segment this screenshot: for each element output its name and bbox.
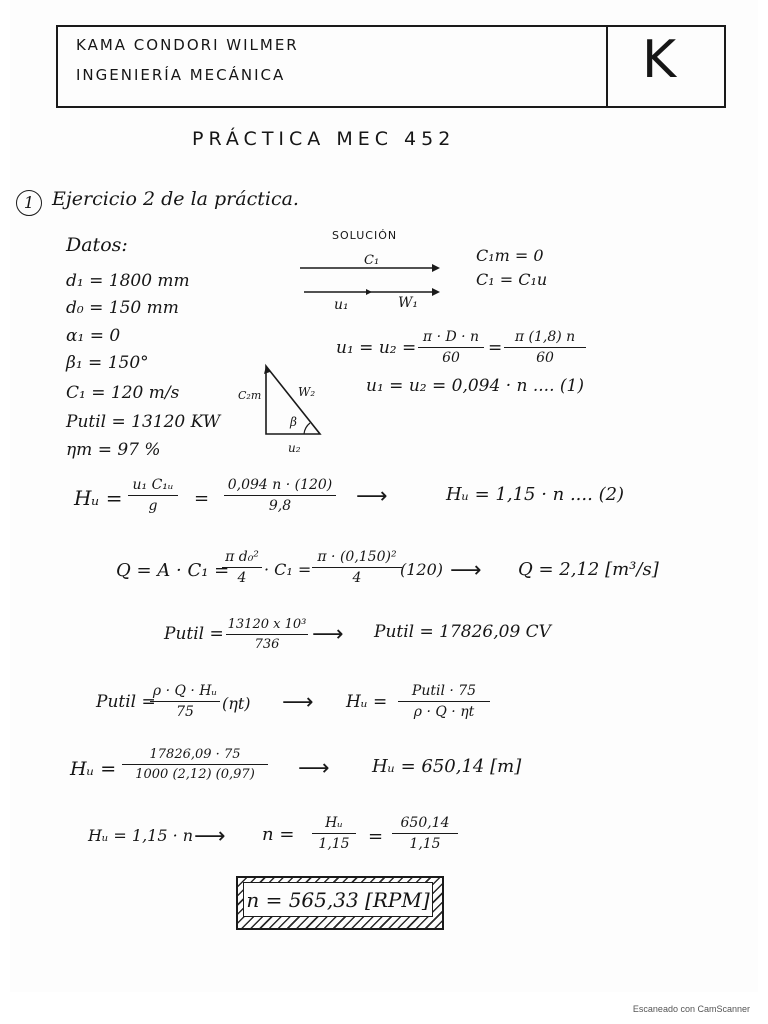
w1-label: W₁	[398, 295, 419, 311]
student-name: KAMA CONDORI WILMER	[76, 36, 299, 54]
exercise-label: Ejercicio 2 de la práctica.	[52, 188, 299, 210]
p-frac-num: 13120 x 10³	[226, 618, 308, 635]
c1-arrowhead	[432, 264, 440, 272]
final-result: n = 565,33 [RPM]	[243, 882, 433, 917]
hu-frac1	[128, 478, 178, 513]
hv2-frac-den: 1000 (2,12) (0,97)	[135, 767, 255, 782]
hu-lhs: Hᵤ =	[74, 486, 123, 510]
w2-label: W₂	[298, 385, 316, 399]
p-frac-den: 736	[254, 637, 280, 652]
hu-result: Hᵤ = 1,15 · n .... (2)	[446, 484, 625, 505]
pu-frac-num: ρ · Q · Hᵤ	[150, 684, 220, 702]
u1-label: u₁	[334, 297, 349, 313]
header-letter: K	[642, 30, 677, 90]
dato-item: Putil = 13120 KW	[66, 412, 221, 432]
datos-heading: Datos:	[66, 234, 128, 256]
dato-item: C₁ = 120 m/s	[66, 383, 180, 403]
final-result-box	[236, 876, 444, 930]
eq-u-result: u₁ = u₂ = 0,094 · n .... (1)	[366, 376, 584, 396]
arrow-icon: ⟶	[282, 690, 314, 715]
q-tail: (120)	[400, 560, 444, 579]
pu-lhs: Putil =	[96, 692, 156, 712]
hu-frac2-num: 0,094 n · (120)	[224, 478, 336, 496]
hv-frac	[398, 684, 490, 719]
hu-frac1-num: u₁ C₁ᵤ	[128, 478, 178, 496]
pu-frac	[150, 684, 220, 719]
n-frac2-num: 650,14	[392, 816, 458, 834]
exercise-number: 1	[16, 190, 42, 216]
hv2-lhs: Hᵤ =	[70, 758, 117, 780]
beta-arc	[304, 423, 310, 434]
hu-frac2-den: 9,8	[268, 498, 292, 514]
dato-item: d₁ = 1800 mm	[66, 271, 190, 291]
q-frac2	[312, 550, 402, 585]
dato-item: β₁ = 150°	[66, 353, 149, 373]
q-mid: · C₁ =	[264, 560, 312, 579]
q-frac1-num: π d₀²	[222, 550, 262, 568]
hv-frac-num: Putil · 75	[398, 684, 490, 702]
header-divider	[606, 27, 608, 106]
eq-u-equals: =	[488, 338, 503, 358]
hv2-result: Hᵤ = 650,14 [m]	[372, 756, 522, 777]
hv-frac-den: ρ · Q · ηt	[413, 704, 475, 720]
q-frac2-num: π · (0,150)²	[312, 550, 402, 568]
hu-frac1-den: g	[148, 498, 158, 514]
beta-label: β	[290, 415, 297, 429]
u2-label: u₂	[288, 441, 301, 455]
arrow-icon: ⟶	[450, 558, 482, 583]
u1-w1-arrowhead	[432, 288, 440, 296]
n-frac2-den: 1,15	[409, 836, 441, 852]
c1m-label: C₁m = 0	[476, 246, 544, 265]
hu-equals: =	[194, 488, 210, 509]
n-frac1-num: Hᵤ	[312, 816, 356, 834]
q-frac1	[222, 550, 262, 585]
u1-mid-arrowhead	[366, 289, 372, 295]
solucion-heading: SOLUCIÓN	[332, 229, 398, 242]
n-frac2	[392, 816, 458, 851]
arrow-icon: ⟶	[356, 484, 388, 509]
c1u-label: C₁ = C₁u	[476, 270, 548, 289]
hv2-frac-num: 17826,09 · 75	[122, 748, 268, 765]
hv-lhs: Hᵤ =	[346, 692, 388, 712]
eq-u-frac1-den: 60	[442, 350, 460, 366]
n-frac1-den: 1,15	[318, 836, 350, 852]
arrow-icon: ⟶	[194, 824, 226, 849]
dato-item: d₀ = 150 mm	[66, 298, 179, 318]
q-frac1-den: 4	[237, 570, 247, 586]
p-lhs: Putil =	[164, 624, 224, 644]
hu-frac2	[224, 478, 336, 513]
n-mid: n =	[262, 824, 295, 845]
n-lhs: Hᵤ = 1,15 · n	[88, 826, 194, 845]
eq-u-frac1-num: π · D · n	[418, 330, 484, 348]
c1-label: C₁	[364, 253, 380, 268]
arrow-icon: ⟶	[298, 756, 330, 781]
eq-u-frac1	[418, 330, 484, 365]
scanner-watermark: Escaneado con CamScanner	[632, 1004, 750, 1014]
p-frac	[226, 618, 308, 651]
page-title: PRÁCTICA MEC 452	[192, 128, 456, 150]
hv2-frac	[122, 748, 268, 781]
n-equals: =	[368, 826, 384, 847]
dato-item: ηm = 97 %	[66, 440, 161, 460]
p-result: Putil = 17826,09 CV	[374, 622, 551, 642]
eq-u-frac2	[504, 330, 586, 365]
pu-tail: (ηt)	[222, 694, 251, 713]
arrow-icon: ⟶	[312, 622, 344, 647]
n-frac1	[312, 816, 356, 851]
q-frac2-den: 4	[352, 570, 362, 586]
q-result: Q = 2,12 [m³/s]	[518, 559, 659, 580]
dato-item: α₁ = 0	[66, 326, 121, 346]
student-career: INGENIERÍA MECÁNICA	[76, 66, 286, 84]
eq-u-frac2-den: 60	[536, 350, 554, 366]
q-lhs: Q = A · C₁ =	[116, 560, 230, 581]
pu-frac-den: 75	[176, 704, 194, 720]
c2m-label: C₂m	[238, 389, 262, 402]
eq-u-frac2-num: π (1,8) n	[504, 330, 586, 348]
eq-u-lhs: u₁ = u₂ =	[336, 338, 417, 358]
